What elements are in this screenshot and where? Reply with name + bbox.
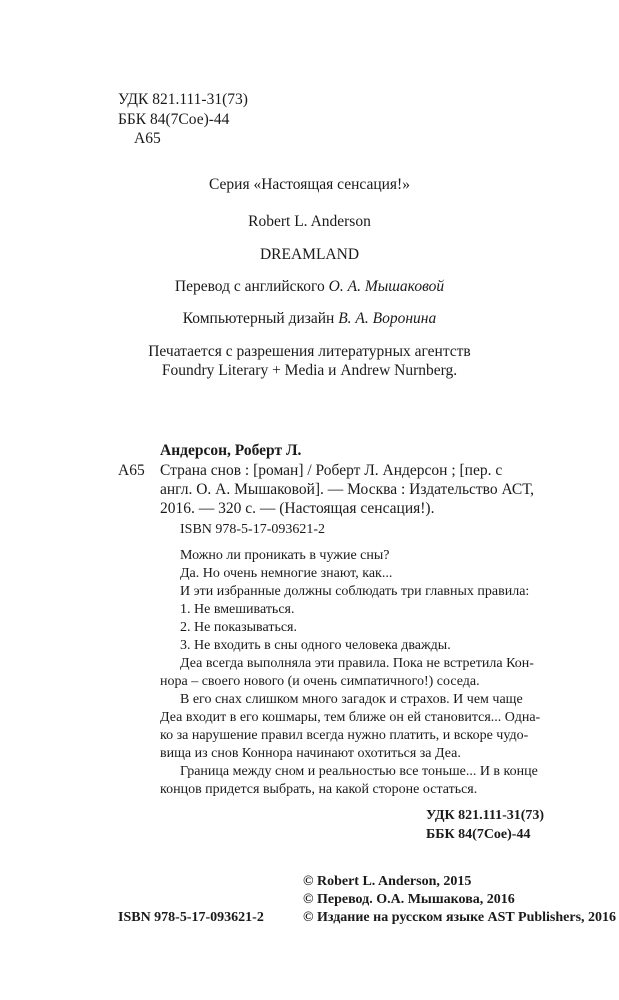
designer-name: В. А. Воронина <box>338 310 437 327</box>
annotation-line: 1. Не вмешиваться. <box>180 602 295 617</box>
annotation-line: Деа входит в его кошмары, тем ближе он ей становится... Одна- <box>160 710 541 725</box>
original-author: Robert L. Anderson <box>248 213 371 230</box>
copyright-line: © Robert L. Anderson, 2015 <box>303 874 472 889</box>
copyright-line: © Издание на русском языке AST Publishers, 2016 <box>303 910 617 925</box>
top-bbk: ББК 84(7Сое)-44 <box>118 111 230 128</box>
original-title: DREAMLAND <box>259 246 360 263</box>
top-author-mark: А65 <box>134 130 161 147</box>
series-line: Серия «Настоящая сенсация!» <box>209 176 410 193</box>
annotation-line: концов придется выбрать, на какой стороне остаться. <box>160 782 478 797</box>
translation-prefix: Перевод с английского <box>174 278 325 295</box>
annotation-line: 2. Не показываться. <box>180 620 297 635</box>
annotation-line: Да. Но очень немногие знают, как... <box>180 566 393 581</box>
translator-name: О. А. Мышаковой <box>328 278 445 295</box>
annotation-line: 3. Не входить в сны одного человека дважды. <box>180 638 451 653</box>
design-prefix: Компьютерный дизайн <box>182 310 335 327</box>
annotation-line: ко за нарушение правил всегда нужно платить, и вскоре чудо- <box>160 728 529 743</box>
catalog-description-line: 2016. — 320 с. — (Настоящая сенсация!). <box>160 500 435 517</box>
catalog-author-mark: А65 <box>118 462 145 479</box>
annotation-line: вища из снов Коннора начинают охотиться за Деа. <box>160 746 461 761</box>
catalog-isbn: ISBN 978-5-17-093621-2 <box>180 522 326 537</box>
catalog-description-line: англ. О. А. Мышаковой]. — Москва : Издательство АСТ, <box>160 481 535 498</box>
copyright-isbn: ISBN 978-5-17-093621-2 <box>118 910 264 925</box>
bottom-udk: УДК 821.111-31(73) <box>426 808 545 823</box>
top-udk: УДК 821.111-31(73) <box>118 91 248 108</box>
permission-line-2: Foundry Literary + Media и Andrew Nurnberg. <box>161 362 458 379</box>
annotation-line: Деа всегда выполняла эти правила. Пока не встретила Кон- <box>180 656 534 671</box>
design-credit <box>0 309 619 328</box>
translation-credit <box>0 277 619 296</box>
annotation-line: Граница между сном и реальностью все тоньше... И в конце <box>180 764 538 779</box>
permission-line-1: Печатается с разрешения литературных агентств <box>148 343 471 360</box>
annotation-line: нора – своего нового (и очень симпатичного!) соседа. <box>160 674 480 689</box>
annotation-line: Можно ли проникать в чужие сны? <box>180 548 390 563</box>
copyright-line: © Перевод. О.А. Мышакова, 2016 <box>303 892 515 907</box>
annotation-line: В его снах слишком много загадок и страхов. И чем чаще <box>180 692 523 707</box>
catalog-description-line: Страна снов : [роман] / Роберт Л. Андерсон ; [пер. с <box>160 462 503 479</box>
annotation-line: И эти избранные должны соблюдать три главных правила: <box>180 584 530 599</box>
bottom-bbk: ББК 84(7Сое)-44 <box>426 827 531 842</box>
catalog-heading: Андерсон, Роберт Л. <box>160 442 302 459</box>
